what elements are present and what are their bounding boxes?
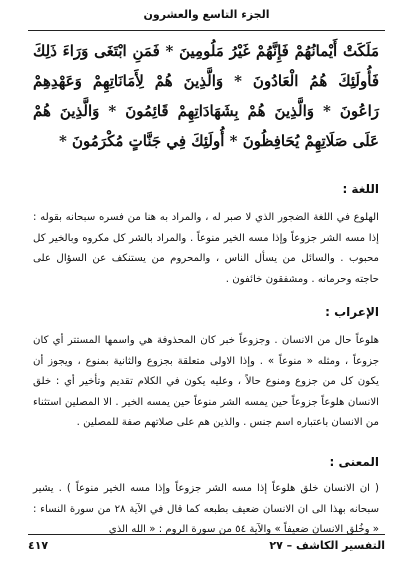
section-iraab xyxy=(33,305,379,434)
book-title: التفسير الكاشف – ٢٧ xyxy=(269,538,385,552)
section-heading-lugha: اللغة : xyxy=(342,182,379,196)
section-heading-iraab: الإعراب : xyxy=(325,305,379,319)
section-text-lugha: الهلوع في اللغة الضجور الذي لا صبر له ، والمراد به هنا من فسره سبحانه بقوله : إذا مسه الشر جزوعاً وإذا مسه الخير منوعاً . والمراد بالشر كل مكروه وبالخير كل محبوب . والسائل من يسأل الناس ، والمحروم من يستنكف عن السؤال على حاجته وحرمانه . ومشفقون خائفون . xyxy=(33,212,379,285)
section-heading-maana: المعنى : xyxy=(329,455,379,469)
running-header: الجزء التاسع والعشرون xyxy=(143,8,270,21)
section-text-maana: ( ان الانسان خلق هلوعاً إذا مسه الشر جزوعاً وإذا مسه الخير منوعاً ) . يشير سبحانه بهذا الى ان الانسان ضعيف بطبعه كما قال في الآية ٢٨ من سورة النساء : « وخُلق الانسان ضعيفاً » والآية ٥٤ من سورة الروم : « الله الذي xyxy=(33,483,379,535)
header-rule xyxy=(28,30,385,31)
section-maana xyxy=(33,455,379,541)
quran-verse-block: مَلَكَتْ أَيْمانُهُمْ فَإِنَّهُمْ غَيْرُ مَلُومِينَ * فَمَنِ ابْتَغَى وَرَاءَ ذَلِكَ فَأُولَئِكَ هُمُ الْعَادُونَ * وَالَّذِينَ هُمْ لِأَمَانَاتِهِمْ وَعَهْدِهِمْ رَاعُونَ * وَالَّذِينَ هُمْ بِشَهَادَاتِهِمْ قَائِمُونَ * وَالَّذِينَ هُمْ عَلَى صَلَاتِهِمْ يُحَافِظُونَ * أُولَئِكَ فِي جَنَّاتٍ مُكْرَمُونَ * xyxy=(33,42,379,150)
page-footer xyxy=(28,534,385,555)
section-lugha xyxy=(33,182,379,290)
section-text-iraab: هلوعاً حال من الانسان . وجزوعاً خبر كان المحذوفة هي واسمها المستتر أي كان جزوعاً ، ومثله « منوعاً » . وإذا الاولى متعلقة بجزوع والثانية بمنوع ، ويجوز أن يكون كل من جزوع ومنوع حالاً ، وعليه يكون في الكلام تقديم وتأخير أي : خلق الانسان هلوعاً جزوعاً حين يمسه الشر منوعاً حين يمسه الخير . الا المصلين استثناء من الانسان باعتباره اسم جنس . والذين هم على صلاتهم صفة للمصلين . xyxy=(33,335,379,428)
page-number: ٤١٧ xyxy=(28,538,49,552)
